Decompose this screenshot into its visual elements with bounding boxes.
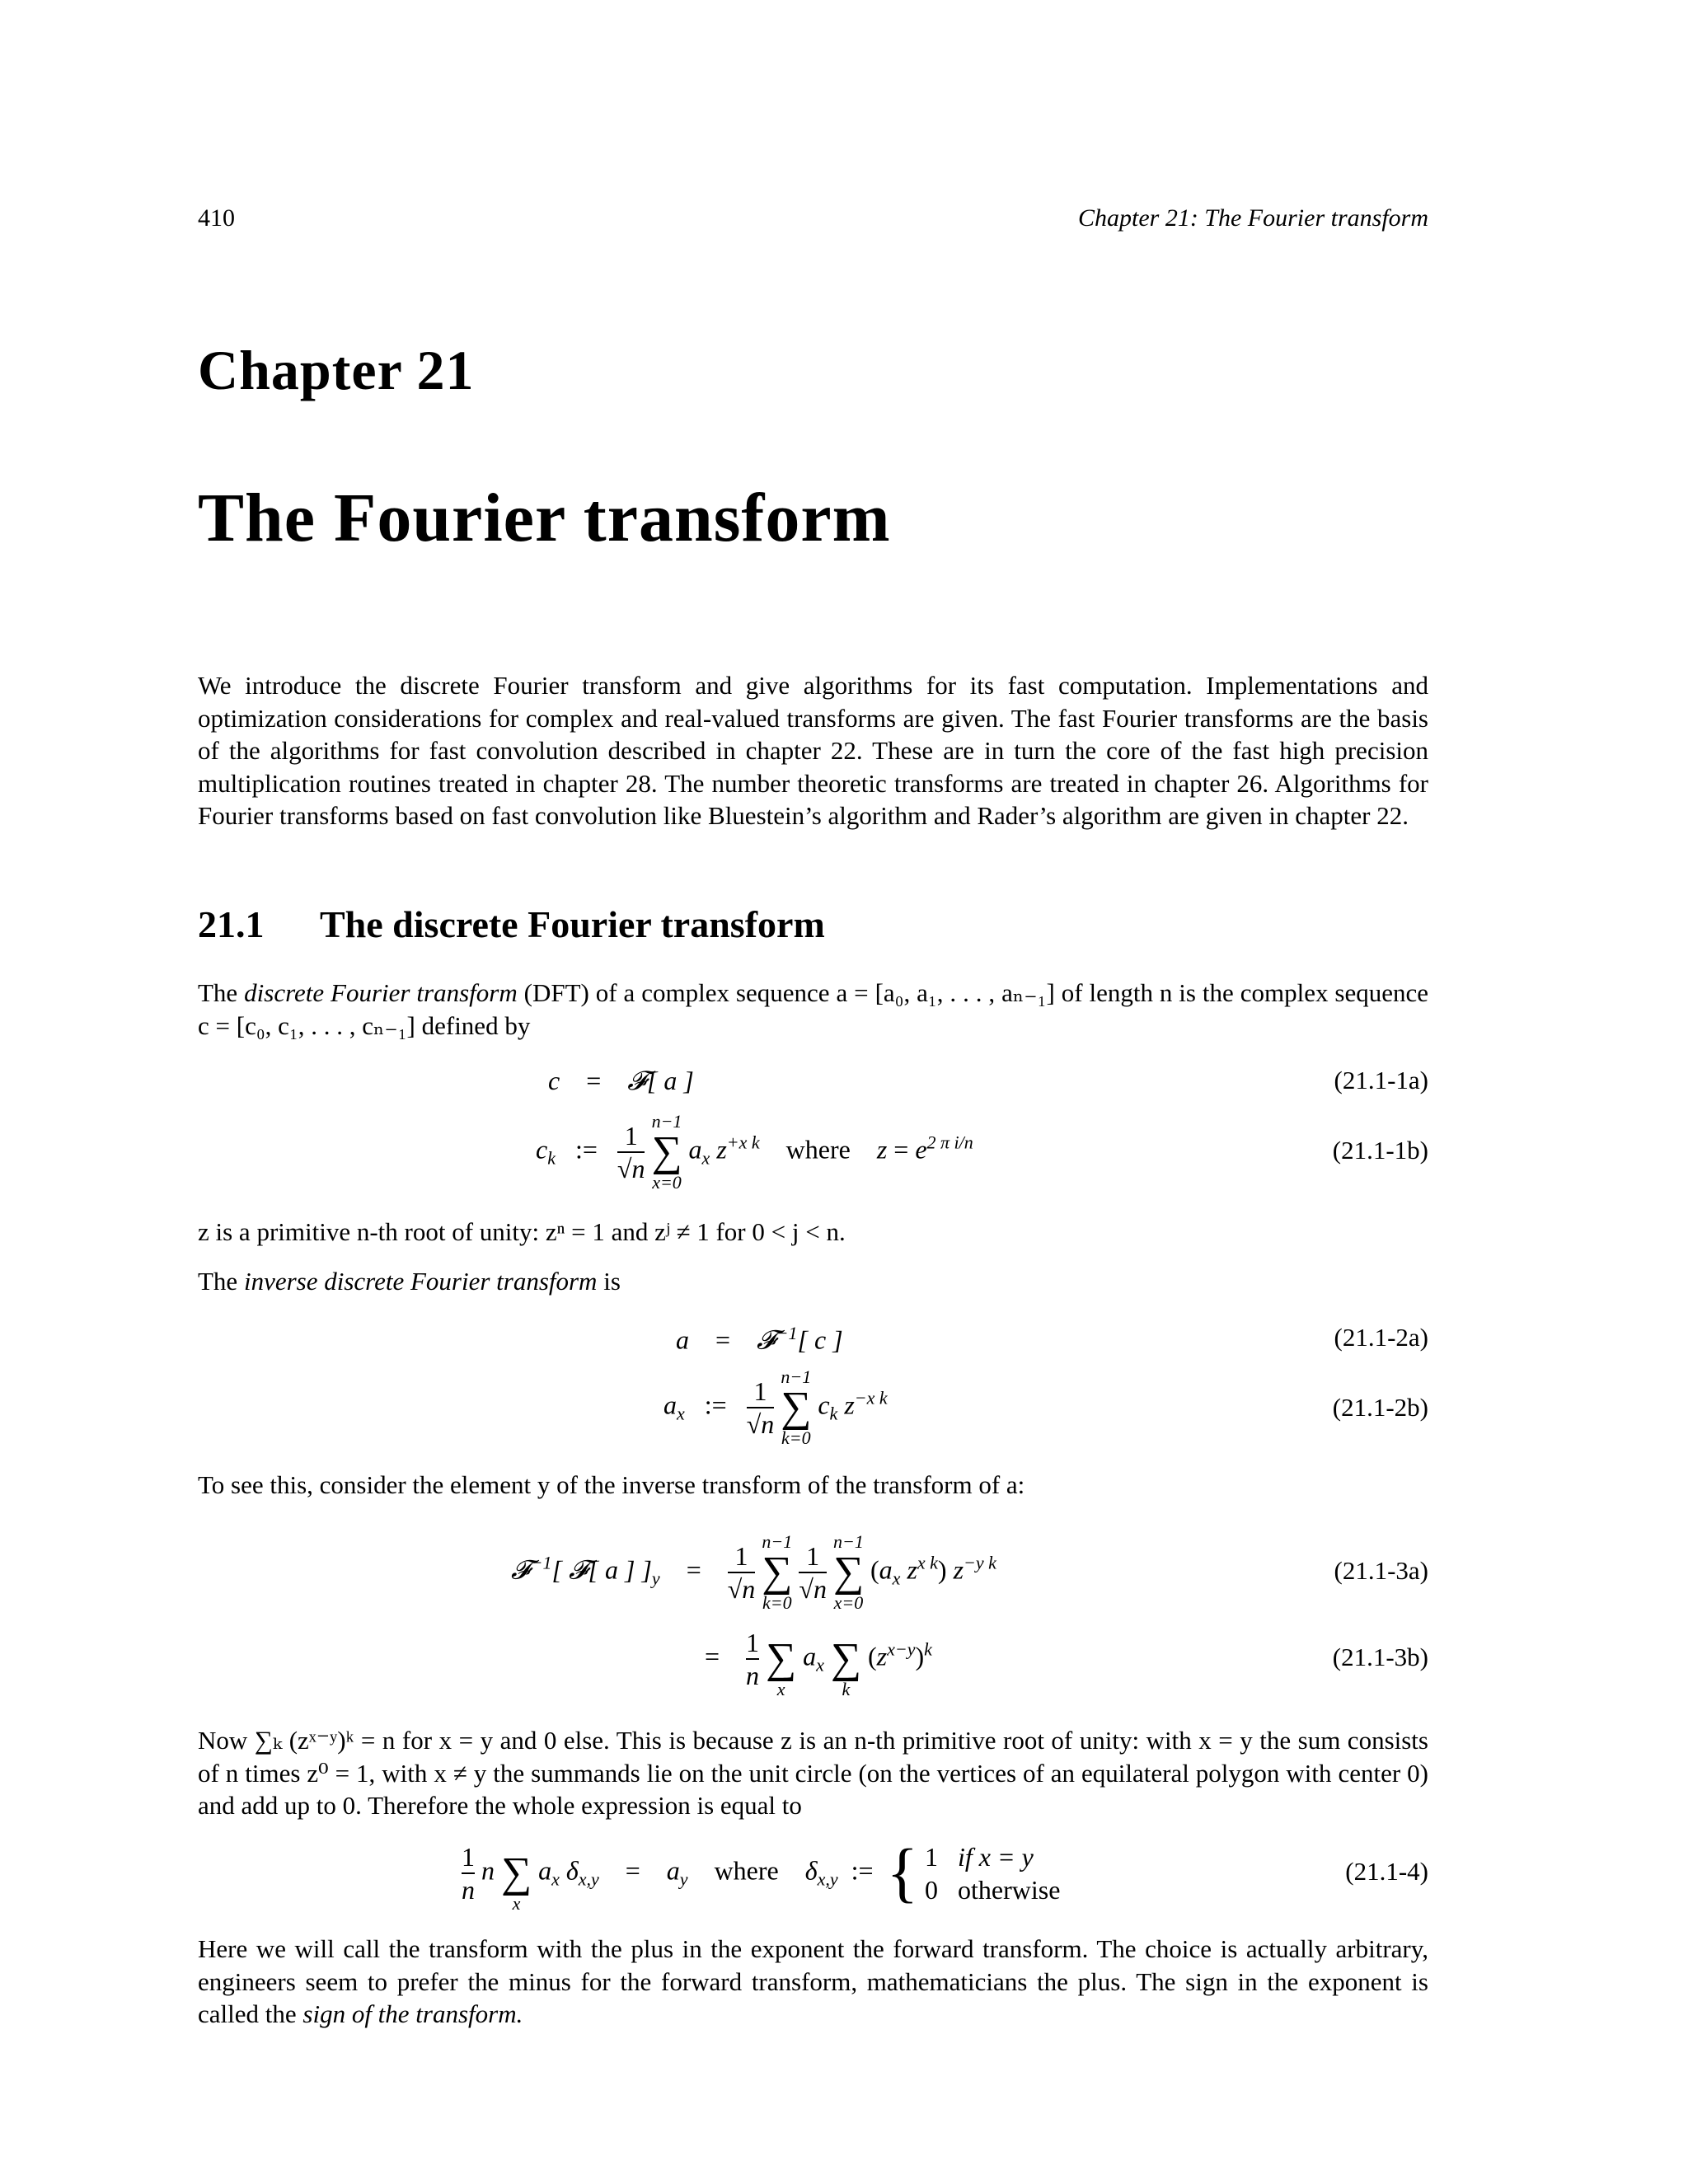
equation-1b: $c_k$ := $\frac{1}{√n}$ n−1 ∑ x=0 $a_x$ $z^{+x k}$ where $z = e^{2 \pi i/n}$ xyxy=(536,1111,973,1193)
here-emphasis: sign of the transform. xyxy=(302,1999,523,2028)
equation-number-1a: (21.1-1a) xyxy=(1334,1066,1428,1094)
chapter-title: The Fourier transform xyxy=(198,480,891,556)
dft-intro-paragraph xyxy=(198,977,1428,1042)
equation-number-2a: (21.1-2a) xyxy=(1334,1323,1428,1352)
where-label-1b: where xyxy=(785,1134,851,1165)
dft-intro-emphasis: discrete Fourier transform xyxy=(244,978,518,1007)
chapter-abstract: We introduce the discrete Fourier transform and give algorithms for its fast computation. Implementations and optimization considerations for complex and real-valued transforms are given. The fast Fourier transforms are the basis of the algorithms for fast convolution described in chapter 22. These are in turn the core of the fast high precision multiplication routines treated in chapter 28. The number theoretic transforms are treated in chapter 26. Algorithms for Fourier transforms based on fast convolution like Bluestein’s algorithm and Rader’s algorithm are given in chapter 22. xyxy=(198,671,1428,830)
chapter-label: Chapter 21 xyxy=(198,339,475,401)
equation-2a: a = 𝓕$^{-1}$[ c ] xyxy=(676,1323,843,1355)
running-title: Chapter 21: The Fourier transform xyxy=(1077,204,1428,232)
equation-4: $\frac{1}{n}$ n ∑ x $a_x$ $\delta_{x,y}$ = $a_y$ where $\delta_{x,y}$ := { 1 if x = y 0 otherwise xyxy=(462,1836,1061,1914)
equation-number-3b: (21.1-3b) xyxy=(1332,1643,1428,1671)
equation-number-3a: (21.1-3a) xyxy=(1334,1556,1428,1585)
inverse-intro-paragraph xyxy=(198,1265,1428,1298)
inverse-text-a: The xyxy=(198,1267,244,1296)
dft-intro-text-a: The xyxy=(198,978,245,1007)
section-heading xyxy=(198,902,825,946)
here-text-a: Here we will call the transform with the plus in the exponent the forward transform. The choice is actually arbitrary, engineers seem to prefer the minus for the forward transform, mathematicians the plus. The sign in the exponent is called the xyxy=(198,1934,1428,2028)
now-paragraph: Now ∑ₖ (zˣ⁻ʸ)ᵏ = n for x = y and 0 else. This is because z is an n-th primitive root of unity: with x = y the sum consists of n times z⁰ = 1, with x ≠ y the summands lie on the unit circle (on the vertices of an equilateral polygon with center 0) and add up to 0. Therefore the whole expression is equal to xyxy=(198,1726,1428,1820)
equation-3b: = $\frac{1}{n}$ ∑ x $a_x$ ∑ k $(z^{x-y})^k$ xyxy=(705,1628,932,1699)
case-otherwise: otherwise xyxy=(957,1875,1061,1905)
inverse-text-b: is xyxy=(597,1267,621,1296)
case-if: if x = y xyxy=(957,1842,1034,1872)
root-of-unity-paragraph: z is a primitive n-th root of unity: zⁿ = 1 and zʲ ≠ 1 for 0 < j < n. xyxy=(198,1217,846,1246)
equation-2b: $a_x$ := $\frac{1}{√n}$ n−1 ∑ k=0 $c_k$ $z^{-x k}$ xyxy=(663,1366,888,1448)
section-number: 21.1 xyxy=(198,903,265,945)
inverse-emphasis: inverse discrete Fourier transform xyxy=(243,1267,598,1296)
dft-intro-text-b: (DFT) of a complex sequence a = [a₀, a₁, . . . , aₙ₋₁] of length n is the complex sequence c = [c₀, c₁, . . . , cₙ₋₁] defined by xyxy=(198,978,1428,1040)
here-paragraph xyxy=(198,1933,1428,2031)
equation-number-2b: (21.1-2b) xyxy=(1332,1393,1428,1422)
page-number: 410 xyxy=(198,204,235,232)
section-title: The discrete Fourier transform xyxy=(320,903,825,945)
equation-number-1b: (21.1-1b) xyxy=(1332,1136,1428,1165)
equation-1a: c = 𝓕[ a ] xyxy=(548,1066,694,1095)
where-label-4: where xyxy=(714,1855,779,1886)
equation-3a: 𝓕$^{-1}$[ 𝓕[ a ] ]$_y$ = $\frac{1}{√n}$ n−1 ∑ k=0 $\frac{1}{√n}$ n−1 ∑ x=0 ($a_x$ $z^{x k}$) $z^{-y k}$ xyxy=(511,1531,996,1613)
equation-number-4: (21.1-4) xyxy=(1345,1857,1428,1886)
to-see-paragraph: To see this, consider the element y of the inverse transform of the transform of a: xyxy=(198,1470,1025,1499)
